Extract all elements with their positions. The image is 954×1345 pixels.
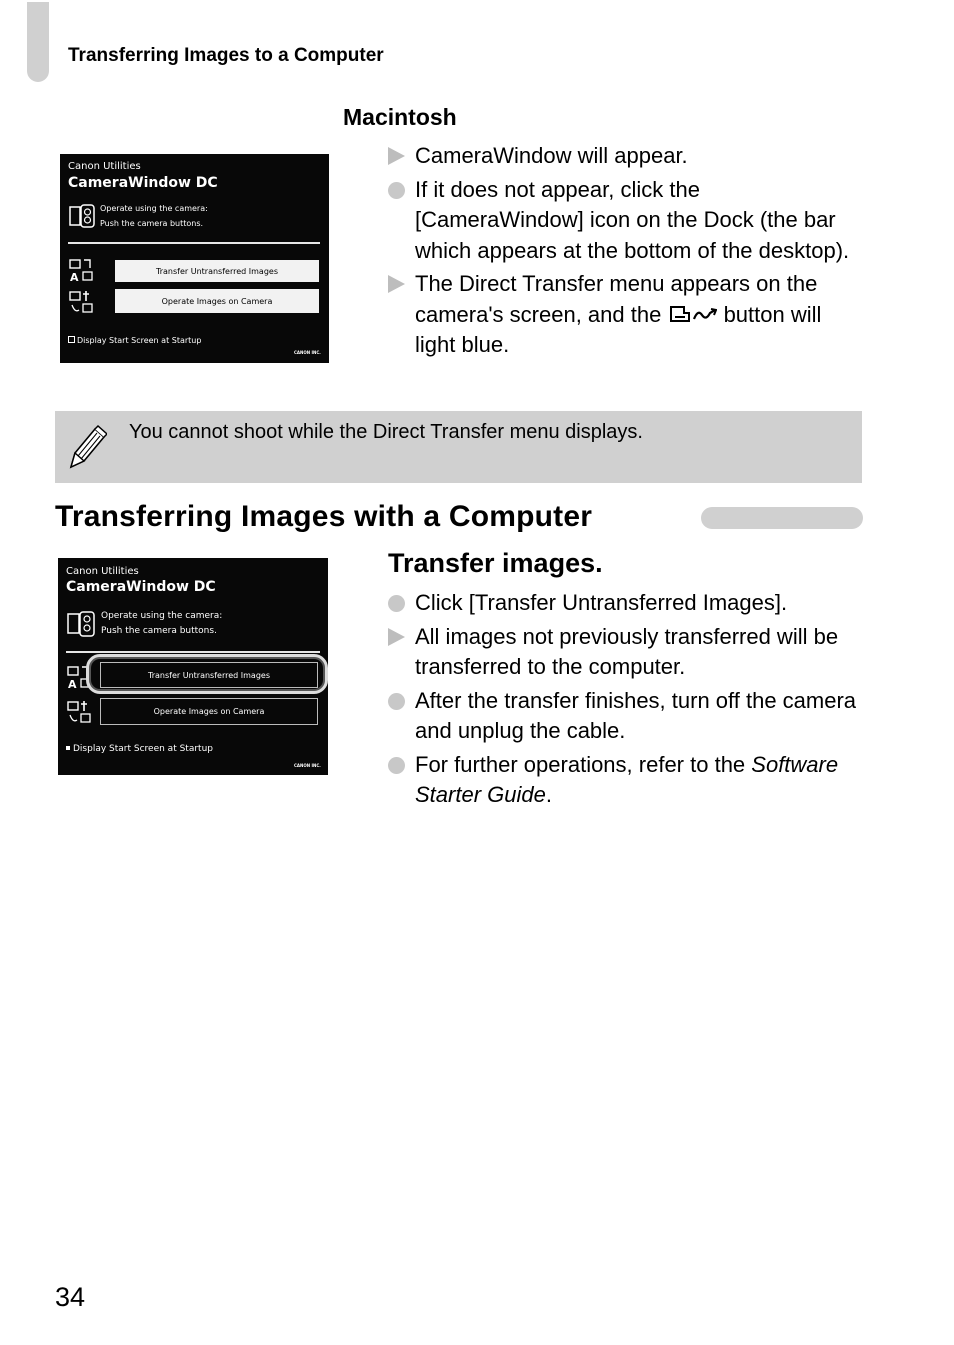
transfer-icon [68,257,96,283]
step-text: CameraWindow will appear. [415,143,688,168]
arrow-bullet-icon [388,147,405,165]
print-share-icon [667,303,717,325]
step-text: After the transfer finishes, turn off the camera and unplug the cable. [415,687,857,743]
screenshot-brand: Canon Utilities [66,566,139,577]
canon-corp-label: CANON INC. [294,350,321,355]
arrow-bullet-icon [388,275,405,293]
step-text-after: . [545,782,552,807]
startup-option-label: Display Start Screen at Startup [77,336,202,345]
note-box [55,411,862,483]
checkbox-icon[interactable] [66,746,70,750]
operate-camera-icon [68,289,96,315]
svg-text:A: A [68,678,77,690]
step-text-after: button will light blue. [415,301,822,357]
step-item [388,686,858,747]
transfer-untransferred-button[interactable]: Transfer Untransferred Images [100,662,318,688]
step-text-before: For further operations, refer to the [415,751,752,777]
camera-connect-icon [68,204,96,228]
page-number: 34 [55,1282,86,1312]
transfer-untransferred-button[interactable]: Transfer Untransferred Images [115,260,319,282]
running-header: Transferring Images to a Computer [68,45,384,66]
operate-images-button[interactable]: Operate Images on Camera [100,698,318,725]
macintosh-steps [388,141,863,364]
operate-instructions [100,201,208,231]
transfer-images-heading: Transfer images. [388,548,603,578]
screenshot-brand: Canon Utilities [68,161,141,172]
camerawindow-screenshot-transfer [58,558,328,775]
circle-bullet-icon [388,595,405,612]
screenshot-app-title: CameraWindow DC [68,175,218,191]
startup-option[interactable] [68,336,201,345]
step-text: All images not previously transferred will be transferred to the computer. [415,623,839,679]
operate-line-2: Push the camera buttons. [101,626,217,636]
header-tab-decoration [27,2,49,82]
circle-bullet-icon [388,757,405,774]
startup-option[interactable] [66,744,213,754]
operate-line-1: Operate using the camera: [100,204,208,213]
circle-bullet-icon [388,693,405,710]
step-item [388,622,858,683]
camerawindow-screenshot-mac [60,154,329,363]
note-text: You cannot shoot while the Direct Transfer menu displays. [129,421,643,443]
canon-corp-label: CANON INC. [294,763,321,768]
step-item [388,750,858,811]
operate-images-button[interactable]: Operate Images on Camera [115,289,319,313]
camera-connect-icon [66,611,96,637]
step-item [388,175,863,267]
step-item [388,141,863,172]
circle-bullet-icon [388,182,405,199]
step-item [388,588,858,619]
screenshot-divider [68,242,320,244]
step-item [388,269,863,361]
screenshot-app-title: CameraWindow DC [66,579,216,595]
section-title-decoration [701,507,863,529]
svg-text:A: A [70,271,79,283]
step-text-before: The Direct Transfer menu appears on the camera's screen, and the [415,271,818,327]
screenshot-divider [66,651,320,653]
arrow-bullet-icon [388,628,405,646]
startup-option-label: Display Start Screen at Startup [73,744,213,754]
guide-title: Software Starter Guide [415,751,839,807]
operate-line-1: Operate using the camera: [101,611,223,621]
step-text: If it does not appear, click the [CameraWindow] icon on the Dock (the bar which appears at the bottom of the desktop). [415,176,850,263]
pencil-icon [67,423,107,469]
operate-instructions [101,609,222,639]
operate-camera-icon [66,699,94,725]
macintosh-heading: Macintosh [343,104,457,130]
transfer-steps [388,588,858,814]
checkbox-icon[interactable] [68,336,75,343]
section-title: Transferring Images with a Computer [55,500,593,533]
operate-line-2: Push the camera buttons. [100,219,204,228]
step-text: Click [Transfer Untransferred Images]. [415,590,788,615]
